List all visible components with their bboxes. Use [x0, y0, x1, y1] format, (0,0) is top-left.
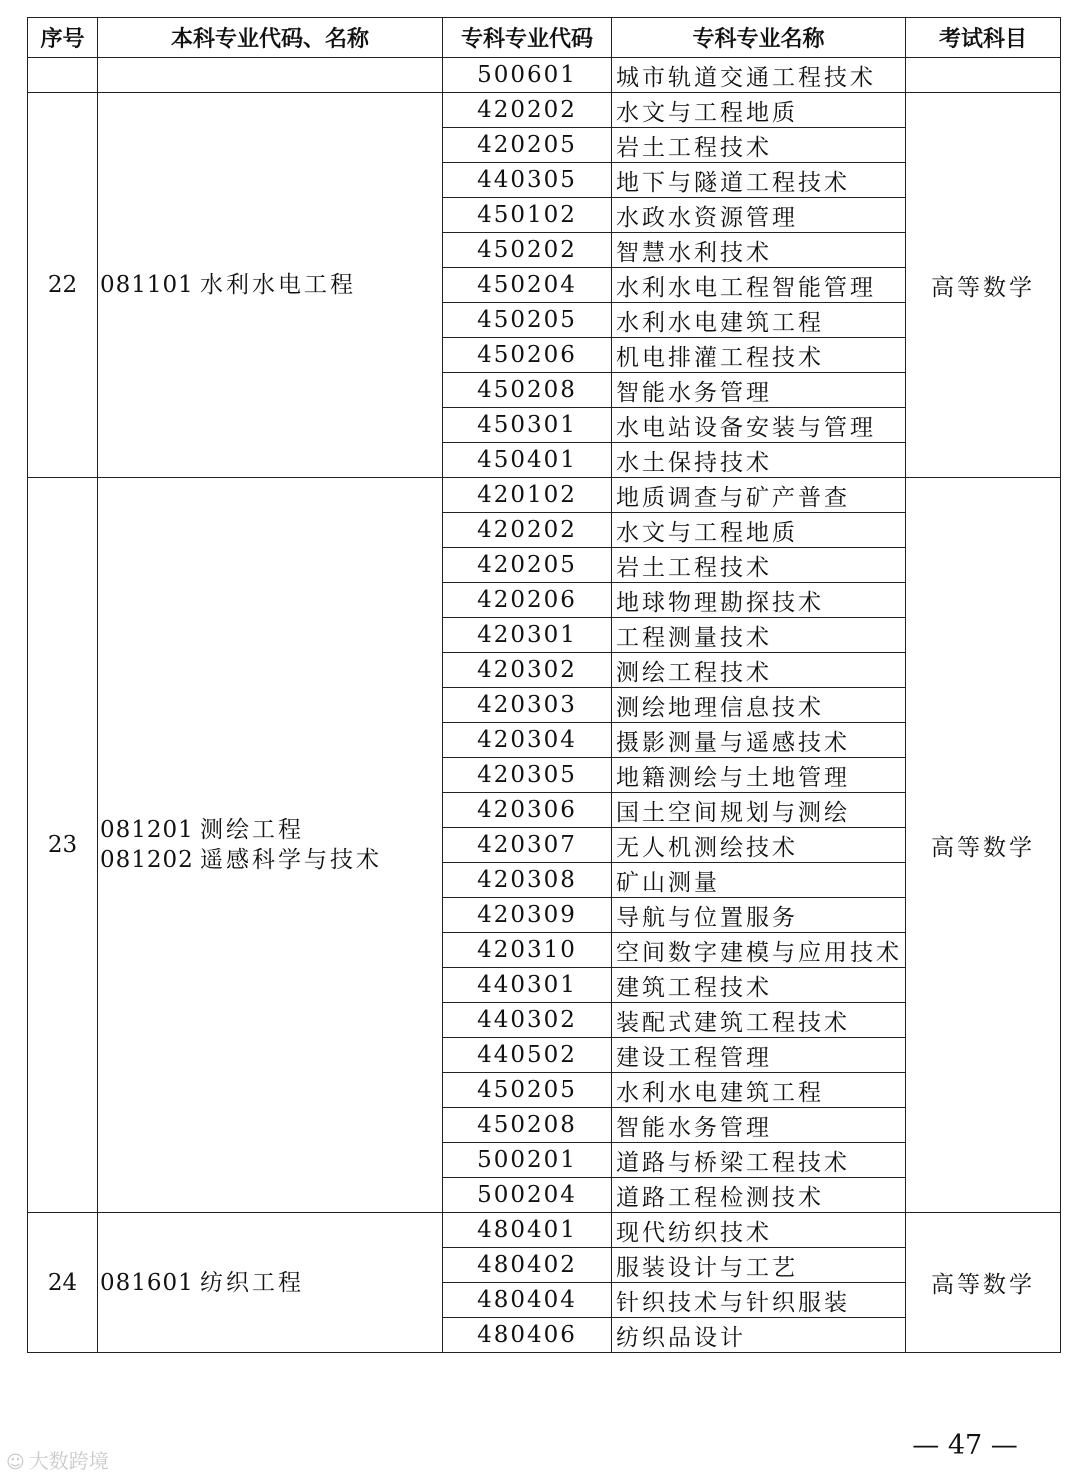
table-row [28, 1213, 1061, 1248]
college-code-cell: 420206 [443, 583, 612, 618]
college-code-cell: 420310 [443, 933, 612, 968]
seq-cell: 24 [28, 1213, 98, 1353]
majors-table [27, 17, 1061, 1353]
college-code-cell: 420102 [443, 478, 612, 513]
college-code-cell: 420308 [443, 863, 612, 898]
college-name-cell: 岩土工程技术 [612, 548, 906, 583]
undergrad-name: 水利水电工程 [200, 272, 356, 298]
table-header-row [28, 18, 1061, 58]
college-code-cell: 420305 [443, 758, 612, 793]
college-name-cell: 针织技术与针织服装 [612, 1283, 906, 1318]
undergrad-name: 纺织工程 [200, 1269, 304, 1296]
college-name-cell: 测绘工程技术 [612, 653, 906, 688]
table-row [28, 478, 1061, 513]
college-code-cell: 420202 [443, 93, 612, 128]
college-code-cell: 450208 [443, 1108, 612, 1143]
college-name-cell: 道路工程检测技术 [612, 1178, 906, 1213]
undergrad-code: 081202 [100, 847, 194, 873]
college-name-cell: 空间数字建模与应用技术 [612, 933, 906, 968]
college-code-cell: 450202 [443, 233, 612, 268]
college-code-cell: 420303 [443, 688, 612, 723]
college-code-cell: 500204 [443, 1178, 612, 1213]
exam-subject-cell [906, 58, 1061, 93]
college-name-cell: 水利水电建筑工程 [612, 303, 906, 338]
college-name-cell: 水电站设备安装与管理 [612, 408, 906, 443]
college-name-cell: 无人机测绘技术 [612, 828, 906, 863]
undergrad-cell [98, 58, 443, 93]
college-name-cell: 摄影测量与遥感技术 [612, 723, 906, 758]
watermark-logo-icon: ☺ [6, 1452, 25, 1473]
college-code-cell: 440301 [443, 968, 612, 1003]
college-code-cell: 440502 [443, 1038, 612, 1073]
table-row [28, 93, 1061, 128]
college-code-cell: 450206 [443, 338, 612, 373]
college-name-cell: 地籍测绘与土地管理 [612, 758, 906, 793]
college-code-cell: 420205 [443, 128, 612, 163]
watermark-text: 大数跨境 [28, 1449, 109, 1473]
college-code-cell: 450204 [443, 268, 612, 303]
page-number: — 47 — [912, 1430, 1018, 1461]
college-name-cell: 水政水资源管理 [612, 198, 906, 233]
college-code-cell: 480406 [443, 1318, 612, 1353]
college-name-cell: 水文与工程地质 [612, 93, 906, 128]
college-code-cell: 480402 [443, 1248, 612, 1283]
undergrad-cell [98, 1213, 443, 1353]
undergrad-name: 遥感科学与技术 [200, 847, 382, 873]
table-row [28, 58, 1061, 93]
header-exam-subject: 考试科目 [906, 18, 1061, 58]
college-code-cell: 420302 [443, 653, 612, 688]
college-code-cell: 450208 [443, 373, 612, 408]
college-name-cell: 水利水电工程智能管理 [612, 268, 906, 303]
college-code-cell: 420304 [443, 723, 612, 758]
college-name-cell: 地质调查与矿产普查 [612, 478, 906, 513]
college-code-cell: 500601 [443, 58, 612, 93]
college-code-cell: 420202 [443, 513, 612, 548]
college-name-cell: 智能水务管理 [612, 1108, 906, 1143]
exam-subject-cell: 高等数学 [906, 1213, 1061, 1353]
undergrad-major [100, 270, 442, 300]
exam-subject-cell: 高等数学 [906, 93, 1061, 478]
watermark [6, 1445, 109, 1474]
college-name-cell: 岩土工程技术 [612, 128, 906, 163]
table-body [28, 58, 1061, 1353]
undergrad-cell [98, 93, 443, 478]
college-name-cell: 国土空间规划与测绘 [612, 793, 906, 828]
undergrad-name: 测绘工程 [200, 817, 304, 843]
college-name-cell: 智慧水利技术 [612, 233, 906, 268]
undergrad-code: 081601 [100, 1269, 194, 1296]
college-name-cell: 道路与桥梁工程技术 [612, 1143, 906, 1178]
college-code-cell: 420309 [443, 898, 612, 933]
college-name-cell: 建筑工程技术 [612, 968, 906, 1003]
exam-subject-cell: 高等数学 [906, 478, 1061, 1213]
college-name-cell: 工程测量技术 [612, 618, 906, 653]
college-code-cell: 420307 [443, 828, 612, 863]
seq-cell: 22 [28, 93, 98, 478]
college-name-cell: 装配式建筑工程技术 [612, 1003, 906, 1038]
college-name-cell: 水土保持技术 [612, 443, 906, 478]
college-name-cell: 现代纺织技术 [612, 1213, 906, 1248]
college-name-cell: 导航与位置服务 [612, 898, 906, 933]
undergrad-major [100, 815, 442, 845]
college-code-cell: 420205 [443, 548, 612, 583]
undergrad-code: 081101 [100, 272, 194, 298]
header-undergrad: 本科专业代码、名称 [98, 18, 443, 58]
undergrad-code: 081201 [100, 817, 194, 843]
college-name-cell: 城市轨道交通工程技术 [612, 58, 906, 93]
undergrad-major [100, 845, 442, 875]
college-name-cell: 地球物理勘探技术 [612, 583, 906, 618]
college-code-cell: 440302 [443, 1003, 612, 1038]
seq-cell: 23 [28, 478, 98, 1213]
college-name-cell: 测绘地理信息技术 [612, 688, 906, 723]
college-name-cell: 建设工程管理 [612, 1038, 906, 1073]
college-code-cell: 450102 [443, 198, 612, 233]
college-name-cell: 智能水务管理 [612, 373, 906, 408]
college-code-cell: 480404 [443, 1283, 612, 1318]
college-code-cell: 480401 [443, 1213, 612, 1248]
college-code-cell: 450401 [443, 443, 612, 478]
college-name-cell: 纺织品设计 [612, 1318, 906, 1353]
college-code-cell: 500201 [443, 1143, 612, 1178]
header-college-code: 专科专业代码 [443, 18, 612, 58]
college-code-cell: 450301 [443, 408, 612, 443]
college-code-cell: 450205 [443, 303, 612, 338]
college-code-cell: 450205 [443, 1073, 612, 1108]
college-code-cell: 420306 [443, 793, 612, 828]
seq-cell [28, 58, 98, 93]
undergrad-major [100, 1268, 442, 1298]
college-name-cell: 水文与工程地质 [612, 513, 906, 548]
college-name-cell: 水利水电建筑工程 [612, 1073, 906, 1108]
undergrad-cell [98, 478, 443, 1213]
college-name-cell: 地下与隧道工程技术 [612, 163, 906, 198]
header-seq: 序号 [28, 18, 98, 58]
college-code-cell: 420301 [443, 618, 612, 653]
college-name-cell: 矿山测量 [612, 863, 906, 898]
college-code-cell: 440305 [443, 163, 612, 198]
college-name-cell: 机电排灌工程技术 [612, 338, 906, 373]
header-college-name: 专科专业名称 [612, 18, 906, 58]
college-name-cell: 服装设计与工艺 [612, 1248, 906, 1283]
